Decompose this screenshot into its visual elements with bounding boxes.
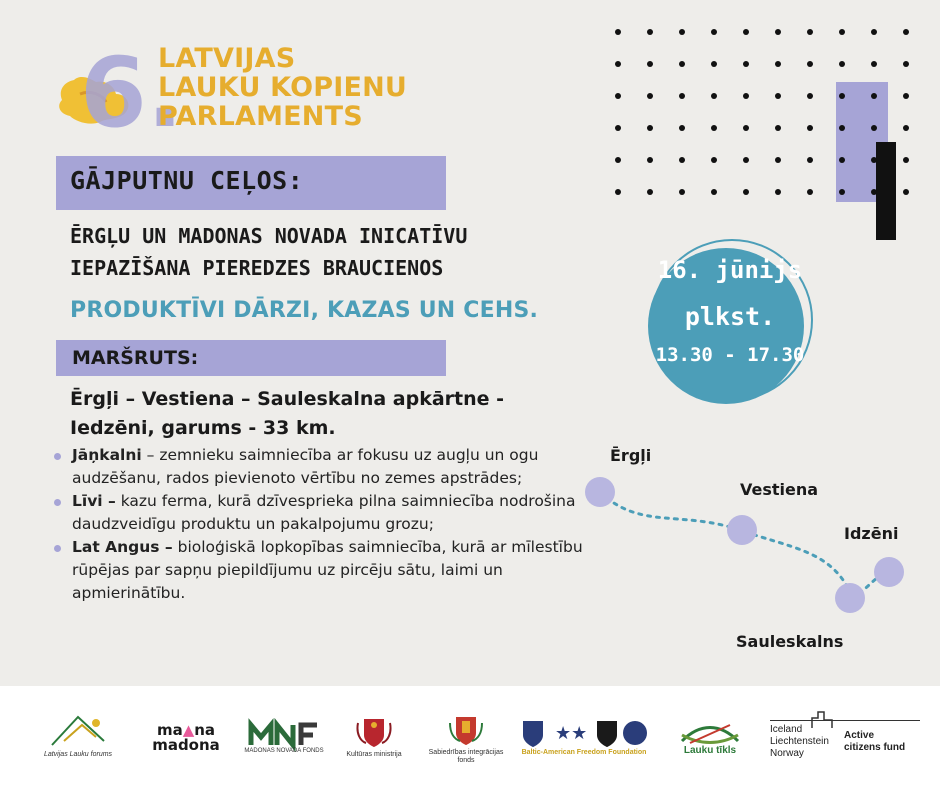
bullet-icon bbox=[54, 453, 61, 460]
baff-emblems-icon bbox=[519, 715, 649, 749]
bird-icon bbox=[48, 711, 108, 751]
mnf-mark-icon bbox=[249, 721, 319, 747]
list-item bbox=[50, 536, 590, 605]
decor-dot bbox=[615, 157, 621, 163]
decor-dot bbox=[807, 125, 813, 131]
decor-dot bbox=[775, 157, 781, 163]
decor-dot bbox=[615, 189, 621, 195]
decor-dot bbox=[903, 189, 909, 195]
logo-madona bbox=[148, 708, 224, 768]
bullet-icon bbox=[54, 499, 61, 506]
logo-kulturas-ministrija bbox=[336, 700, 412, 770]
stop-node-sauleskalns bbox=[835, 583, 865, 613]
place-vestiena: Vestiena bbox=[740, 480, 819, 499]
eea-divider bbox=[770, 720, 920, 721]
decor-dot bbox=[679, 125, 685, 131]
decor-dot bbox=[647, 189, 653, 195]
decor-dot bbox=[839, 125, 845, 131]
decor-dot bbox=[679, 93, 685, 99]
logo-line-1: LATVIJAS bbox=[158, 43, 296, 74]
decor-dot bbox=[711, 93, 717, 99]
eea-country-1: Iceland bbox=[770, 724, 803, 735]
decor-dot bbox=[871, 157, 877, 163]
decor-dot bbox=[647, 93, 653, 99]
event-subtitle: ĒRGĻU UN MADONAS NOVADA INICATĪVU IEPAZĪŠANA PIEREDZES BRAUCIENOS bbox=[70, 224, 468, 280]
kultura-caption: Kultūras ministrija bbox=[346, 751, 402, 758]
baff-caption: Baltic-American Freedom Foundation bbox=[521, 749, 647, 756]
logo-lauku-forums bbox=[38, 700, 118, 770]
svg-text:★★: ★★ bbox=[555, 723, 588, 744]
madona-part-1: ma bbox=[156, 721, 183, 739]
madona-part-3: madona bbox=[152, 736, 220, 754]
madona-part-2: na bbox=[194, 721, 216, 739]
stop-node-idzeni bbox=[874, 557, 904, 587]
decor-dot bbox=[647, 61, 653, 67]
decor-dot bbox=[903, 61, 909, 67]
stop-node-ergli bbox=[585, 477, 615, 507]
decor-dot bbox=[615, 93, 621, 99]
decor-dot bbox=[839, 189, 845, 195]
coat-of-arms-icon bbox=[446, 709, 486, 749]
stop-list bbox=[50, 444, 590, 605]
decor-dot bbox=[807, 29, 813, 35]
route-map bbox=[580, 440, 940, 660]
decor-dot bbox=[615, 125, 621, 131]
decor-dot bbox=[679, 29, 685, 35]
decor-dot bbox=[711, 189, 717, 195]
sponsor-footer bbox=[0, 686, 940, 788]
eea-country-3: Norway bbox=[770, 748, 804, 759]
decor-dot bbox=[807, 189, 813, 195]
decor-dot bbox=[839, 61, 845, 67]
decor-dot bbox=[679, 61, 685, 67]
logo-madonas-novada-fonds bbox=[244, 708, 324, 768]
decor-dot bbox=[839, 93, 845, 99]
decor-dot bbox=[839, 29, 845, 35]
event-theme: PRODUKTĪVI DĀRZI, KAZAS UN CEHS. bbox=[70, 298, 539, 323]
bullet-icon bbox=[54, 545, 61, 552]
decor-dot bbox=[871, 29, 877, 35]
logo-sif bbox=[426, 700, 506, 774]
place-sauleskalns: Sauleskalns bbox=[736, 632, 844, 651]
decor-dot bbox=[775, 189, 781, 195]
mnf-caption: MADONAS NOVADA FONDS bbox=[244, 748, 324, 754]
decor-dot bbox=[903, 93, 909, 99]
route-description: Ērgļi – Vestiena – Sauleskalna apkārtne - Iedzēni, garums - 33 km. bbox=[70, 388, 505, 439]
decor-dot bbox=[615, 29, 621, 35]
stop-separator: – bbox=[141, 446, 160, 464]
event-date: 16. jūnijs bbox=[657, 256, 803, 284]
decor-dot bbox=[711, 157, 717, 163]
decor-dot bbox=[807, 157, 813, 163]
stop-node-vestiena bbox=[727, 515, 757, 545]
event-title: GĀJPUTNU CEĻOS: bbox=[70, 166, 304, 195]
decor-dot bbox=[679, 189, 685, 195]
time-label: plkst. bbox=[684, 302, 776, 331]
logo-lauku-tikls bbox=[670, 708, 750, 768]
decor-dot bbox=[711, 29, 717, 35]
route-label: MARŠRUTS: bbox=[72, 347, 199, 369]
lauku-tikls-caption: Lauku tīkls bbox=[683, 744, 737, 756]
eea-country-2: Liechtenstein bbox=[770, 736, 829, 747]
decor-black-bar bbox=[876, 142, 896, 240]
stop-name: Līvi – bbox=[72, 492, 116, 510]
decor-dot bbox=[871, 125, 877, 131]
decor-dot bbox=[775, 125, 781, 131]
decor-dot bbox=[903, 125, 909, 131]
logo-number: 6. bbox=[80, 37, 184, 149]
lauku-tikls-icon bbox=[680, 721, 740, 745]
decor-dot bbox=[839, 157, 845, 163]
decor-dot bbox=[743, 61, 749, 67]
logo-active-citizens-fund bbox=[770, 710, 920, 770]
coat-of-arms-icon bbox=[354, 711, 394, 751]
decor-dot bbox=[775, 61, 781, 67]
stop-description: bioloģiskā lopkopības saimniecība, kurā ar mīlestību rūpējas par sapņu piepildījumu uz pircēju sātu, laimi un apmierinātību. bbox=[72, 538, 583, 602]
stop-name: Jāņkalni bbox=[72, 446, 142, 464]
forum-caption: Latvijas Lauku forums bbox=[43, 751, 113, 758]
decor-dot bbox=[807, 61, 813, 67]
acf-line-2: citizens fund bbox=[844, 742, 906, 753]
logo-line-3: PARLAMENTS bbox=[158, 101, 363, 132]
stop-description: kazu ferma, kurā dzīvesprieka pilna saimniecība nodrošina daudzveidīgu produktu un pakalpojumu grozu; bbox=[72, 492, 576, 533]
place-ergli: Ērgļi bbox=[610, 446, 652, 465]
decor-dot bbox=[679, 157, 685, 163]
llkp-logo-mark bbox=[50, 34, 184, 149]
decor-dot bbox=[871, 93, 877, 99]
decor-dot bbox=[743, 157, 749, 163]
decor-dot bbox=[711, 61, 717, 67]
list-item bbox=[50, 490, 590, 536]
decor-dot bbox=[615, 61, 621, 67]
time-range: 13.30 - 17.30 bbox=[655, 344, 805, 366]
place-idzeni: Idzēni bbox=[844, 524, 899, 543]
llkp-logo-text bbox=[158, 44, 407, 131]
decor-dot bbox=[775, 93, 781, 99]
decor-dot bbox=[807, 93, 813, 99]
decor-dot bbox=[775, 29, 781, 35]
decor-dot bbox=[903, 157, 909, 163]
decor-dot bbox=[647, 125, 653, 131]
decor-dot bbox=[743, 189, 749, 195]
logo-baltic-american-freedom-foundation bbox=[514, 704, 654, 768]
list-item bbox=[50, 444, 590, 490]
logo-line-2: LAUKU KOPIENU bbox=[158, 72, 408, 103]
decor-dot bbox=[743, 93, 749, 99]
decor-dot bbox=[871, 61, 877, 67]
madona-heart-icon: ▲ bbox=[182, 721, 195, 739]
decor-dot bbox=[743, 29, 749, 35]
decor-dot bbox=[743, 125, 749, 131]
acf-line-1: Active bbox=[844, 730, 875, 741]
stop-description: zemnieku saimniecība ar fokusu uz augļu un ogu audzēšanu, rados pievienoto vērtību no zemes apstrādes; bbox=[72, 446, 539, 487]
decor-dot bbox=[647, 29, 653, 35]
stop-name: Lat Angus – bbox=[72, 538, 173, 556]
decor-dot bbox=[871, 189, 877, 195]
acf-name bbox=[844, 730, 905, 754]
eea-countries bbox=[770, 724, 829, 760]
decor-dot bbox=[903, 29, 909, 35]
decor-dot bbox=[647, 157, 653, 163]
sif-caption: Sabiedrības integrācijas fonds bbox=[428, 749, 504, 764]
decorative-dot-grid bbox=[612, 24, 932, 204]
decor-dot bbox=[711, 125, 717, 131]
